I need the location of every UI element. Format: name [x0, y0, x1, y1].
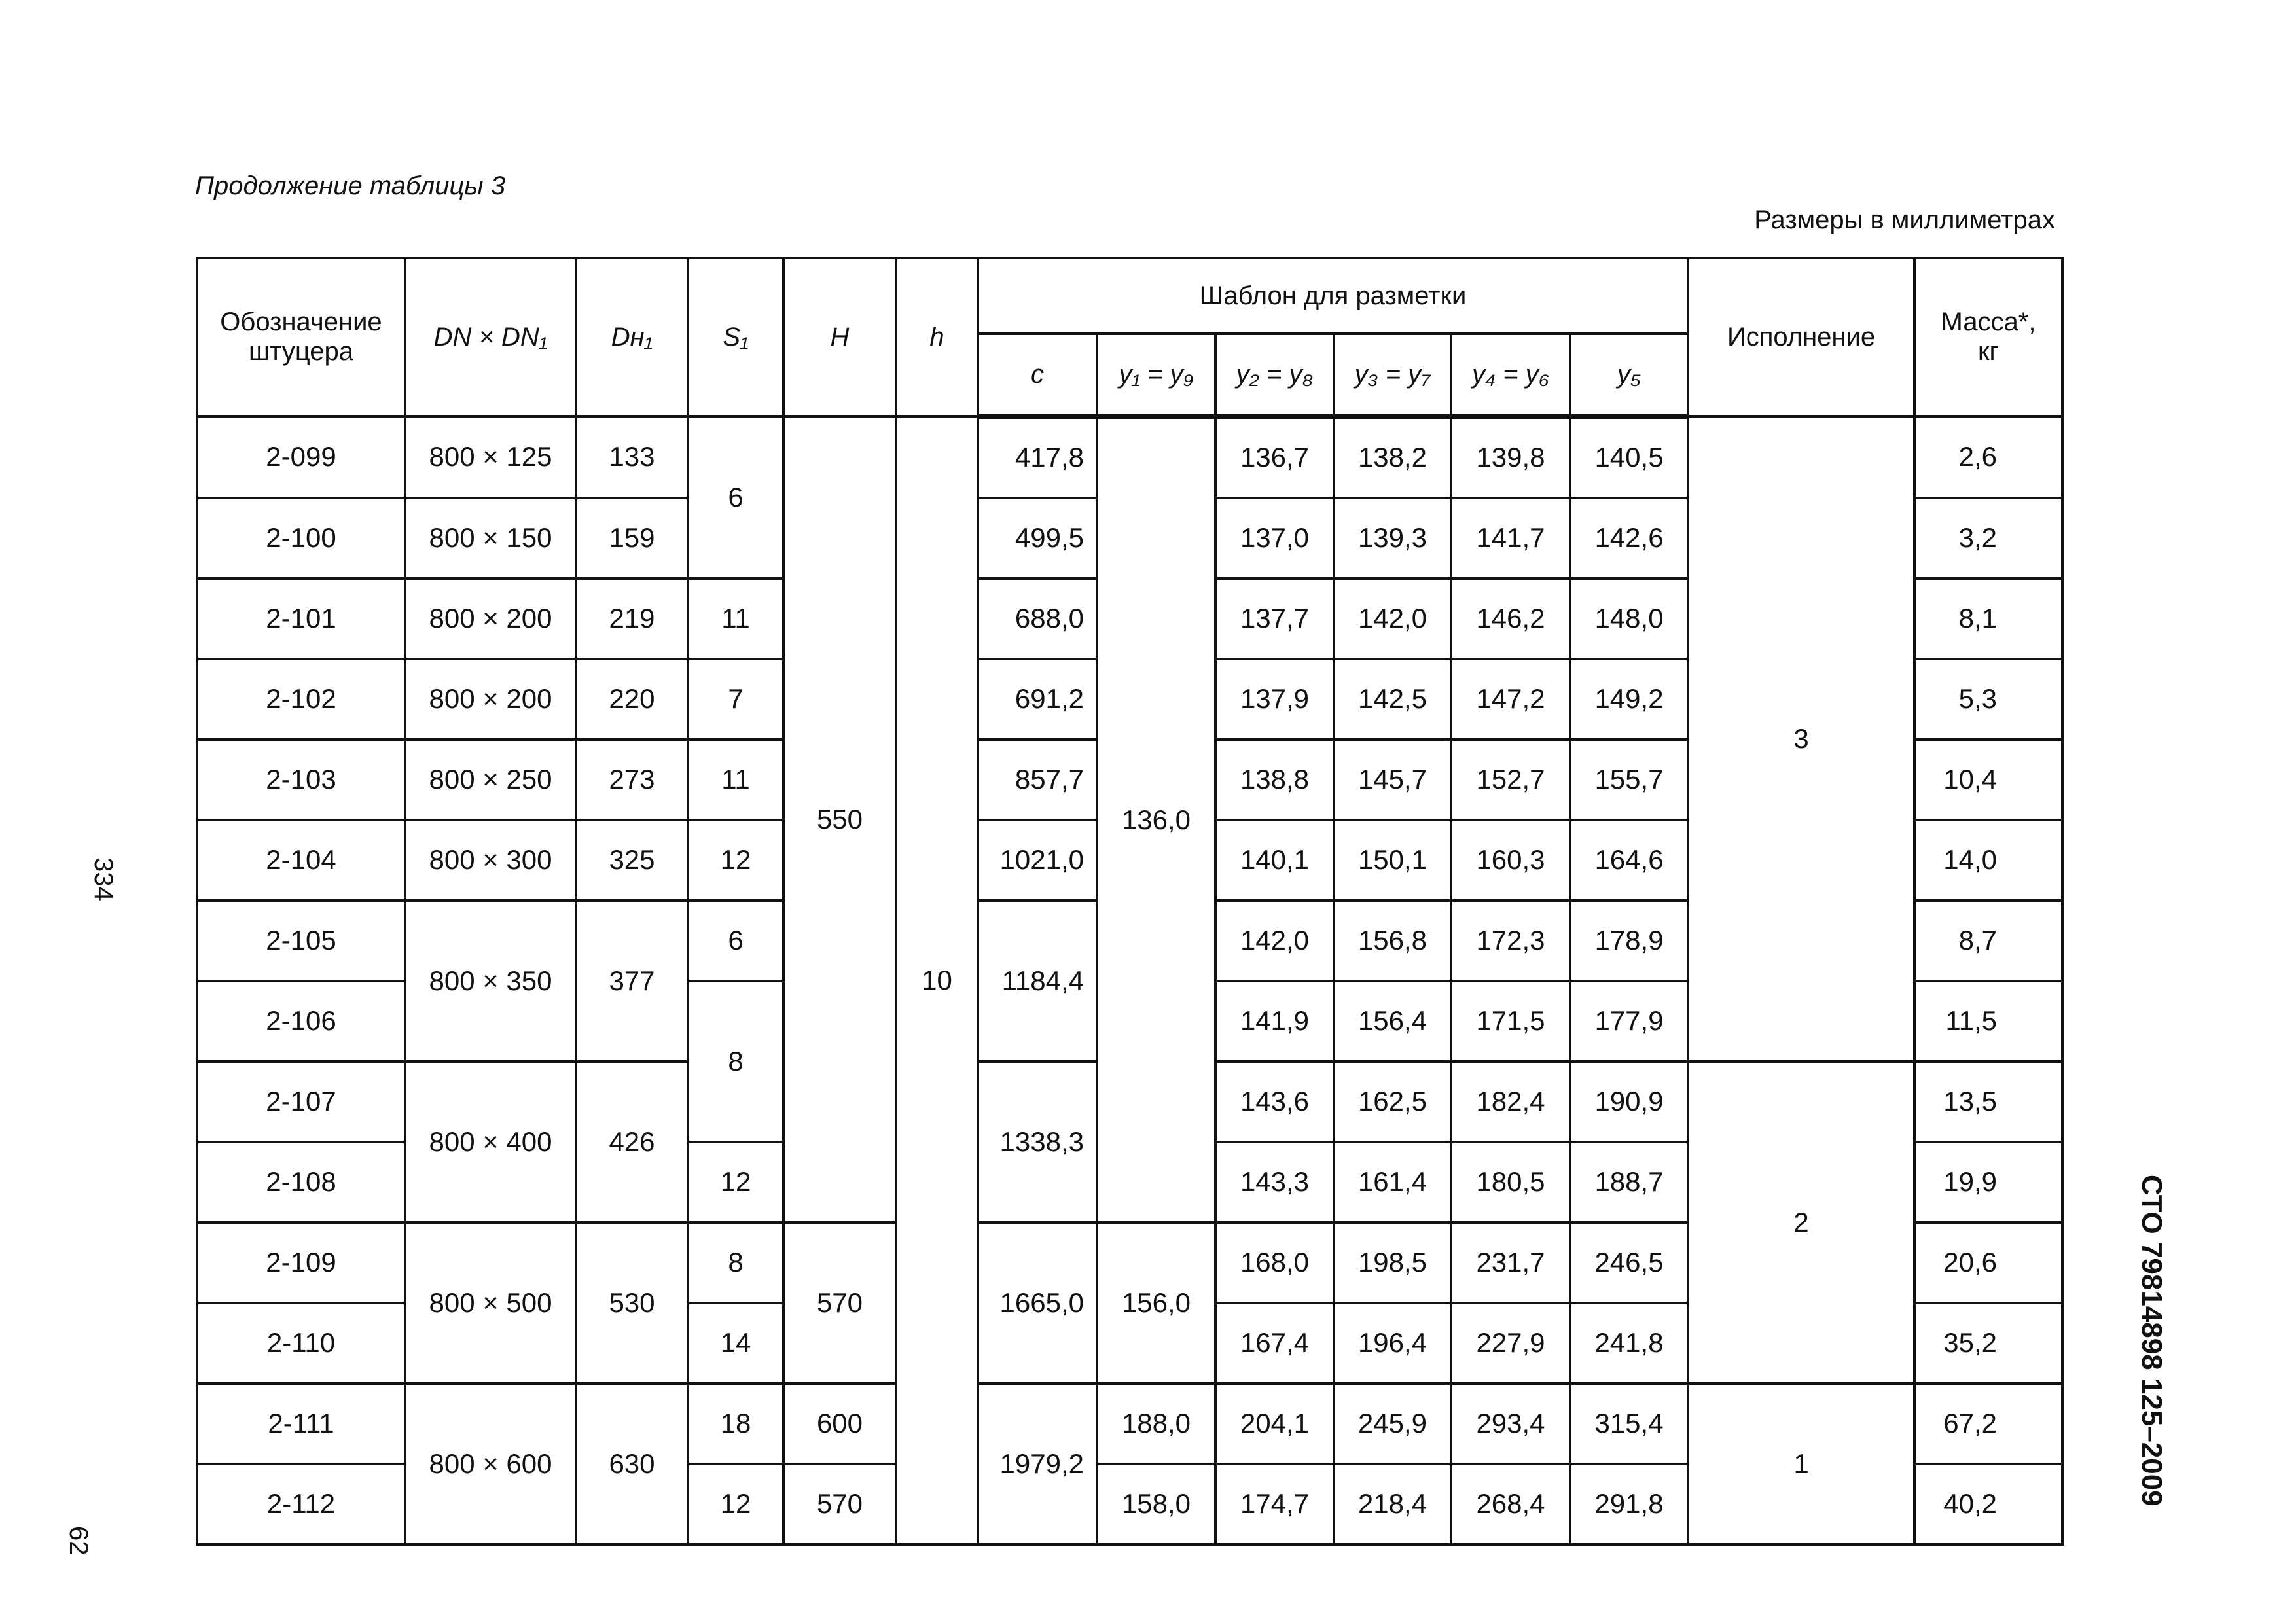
cell-y2y8: 142,0: [1215, 901, 1334, 981]
cell-y4y6: 152,7: [1451, 740, 1570, 820]
cell-c: 499,5: [978, 498, 1097, 579]
document-code: СТО 79814898 125–2009: [2136, 1175, 2168, 1507]
cell-s1: 11: [688, 579, 783, 659]
cell-mass: 19,9: [1914, 1142, 2062, 1222]
cell-y5: 142,6: [1570, 498, 1688, 579]
cell-y4y6: 227,9: [1451, 1303, 1570, 1383]
cell-designation: 2-107: [197, 1061, 405, 1142]
cell-s1: 8: [688, 1222, 783, 1303]
cell-mass: 10,4: [1914, 740, 2062, 820]
cell-y4y6: 172,3: [1451, 901, 1570, 981]
cell-y5: 164,6: [1570, 820, 1688, 901]
cell-y4y6: 141,7: [1451, 498, 1570, 579]
cell-mass: 5,3: [1914, 659, 2062, 740]
cell-y3y7: 138,2: [1334, 416, 1451, 498]
cell-y1y9: 158,0: [1097, 1464, 1215, 1544]
cell-dh: 220: [576, 659, 688, 740]
cell-y2y8: 143,6: [1215, 1061, 1334, 1142]
cell-mass: 8,7: [1914, 901, 2062, 981]
cell-y2y8: 140,1: [1215, 820, 1334, 901]
page-number-bottom: 62: [64, 1526, 93, 1556]
cell-y3y7: 156,4: [1334, 981, 1451, 1061]
cell-y1y9: 188,0: [1097, 1383, 1215, 1464]
cell-y3y7: 218,4: [1334, 1464, 1451, 1544]
header-c: c: [978, 334, 1097, 416]
header-dn: DN × DN₁: [405, 258, 576, 416]
cell-y3y7: 198,5: [1334, 1222, 1451, 1303]
cell-designation: 2-102: [197, 659, 405, 740]
page-number-left: 334: [89, 857, 118, 901]
header-y4y6: y₄ = y₆: [1451, 334, 1570, 416]
cell-h: 10: [896, 416, 978, 1544]
cell-dh: 273: [576, 740, 688, 820]
cell-dh: 219: [576, 579, 688, 659]
cell-y4y6: 147,2: [1451, 659, 1570, 740]
header-designation: Обозначение штуцера: [197, 258, 405, 416]
cell-y4y6: 182,4: [1451, 1061, 1570, 1142]
cell-c: 1665,0: [978, 1222, 1097, 1383]
cell-y5: 190,9: [1570, 1061, 1688, 1142]
cell-c: 688,0: [978, 579, 1097, 659]
header-h: h: [896, 258, 978, 416]
cell-y5: 177,9: [1570, 981, 1688, 1061]
cell-H: 570: [783, 1222, 896, 1383]
cell-y3y7: 245,9: [1334, 1383, 1451, 1464]
header-y1y9: y₁ = y₉: [1097, 334, 1215, 416]
cell-s1: 12: [688, 1142, 783, 1222]
cell-dh: 530: [576, 1222, 688, 1383]
cell-y2y8: 136,7: [1215, 416, 1334, 498]
cell-y5: 315,4: [1570, 1383, 1688, 1464]
cell-H: 570: [783, 1464, 896, 1544]
cell-y2y8: 137,0: [1215, 498, 1334, 579]
cell-s1: 8: [688, 981, 783, 1142]
cell-y3y7: 145,7: [1334, 740, 1451, 820]
cell-version: 2: [1688, 1061, 1914, 1383]
cell-H: 600: [783, 1383, 896, 1464]
cell-dh: 133: [576, 416, 688, 498]
cell-c: 1184,4: [978, 901, 1097, 1061]
cell-dn: 800 × 400: [405, 1061, 576, 1222]
cell-s1: 11: [688, 740, 783, 820]
cell-dn: 800 × 300: [405, 820, 576, 901]
header-mass: Масса*, кг: [1914, 258, 2062, 416]
header-template-group: Шаблон для разметки: [978, 258, 1688, 334]
cell-y2y8: 168,0: [1215, 1222, 1334, 1303]
table-row: [197, 416, 2062, 498]
cell-mass: 3,2: [1914, 498, 2062, 579]
cell-s1: 14: [688, 1303, 783, 1383]
cell-dn: 800 × 350: [405, 901, 576, 1061]
cell-y5: 149,2: [1570, 659, 1688, 740]
fittings-table: [196, 257, 2064, 1546]
cell-designation: 2-099: [197, 416, 405, 498]
cell-dh: 159: [576, 498, 688, 579]
cell-dh: 325: [576, 820, 688, 901]
cell-dn: 800 × 500: [405, 1222, 576, 1383]
cell-y3y7: 196,4: [1334, 1303, 1451, 1383]
cell-y1y9: 156,0: [1097, 1222, 1215, 1383]
cell-version: 3: [1688, 416, 1914, 1061]
table-row: [197, 1383, 2062, 1464]
cell-designation: 2-104: [197, 820, 405, 901]
cell-mass: 40,2: [1914, 1464, 2062, 1544]
cell-mass: 8,1: [1914, 579, 2062, 659]
cell-mass: 14,0: [1914, 820, 2062, 901]
cell-c: 1338,3: [978, 1061, 1097, 1222]
cell-c: 857,7: [978, 740, 1097, 820]
cell-y3y7: 162,5: [1334, 1061, 1451, 1142]
cell-y2y8: 141,9: [1215, 981, 1334, 1061]
cell-y3y7: 142,0: [1334, 579, 1451, 659]
cell-s1: 18: [688, 1383, 783, 1464]
header-y3y7: y₃ = y₇: [1334, 334, 1451, 416]
cell-dn: 800 × 125: [405, 416, 576, 498]
cell-mass: 13,5: [1914, 1061, 2062, 1142]
cell-s1: 7: [688, 659, 783, 740]
header-version: Исполнение: [1688, 258, 1914, 416]
cell-H: 550: [783, 416, 896, 1222]
cell-designation: 2-101: [197, 579, 405, 659]
cell-designation: 2-100: [197, 498, 405, 579]
cell-y5: 246,5: [1570, 1222, 1688, 1303]
cell-s1: 6: [688, 901, 783, 981]
cell-dn: 800 × 150: [405, 498, 576, 579]
cell-y5: 241,8: [1570, 1303, 1688, 1383]
header-dh: Dн₁: [576, 258, 688, 416]
cell-y2y8: 137,7: [1215, 579, 1334, 659]
cell-dh: 426: [576, 1061, 688, 1222]
cell-y3y7: 161,4: [1334, 1142, 1451, 1222]
cell-c: 1021,0: [978, 820, 1097, 901]
cell-y2y8: 138,8: [1215, 740, 1334, 820]
cell-s1: 6: [688, 416, 783, 579]
cell-designation: 2-112: [197, 1464, 405, 1544]
cell-y2y8: 167,4: [1215, 1303, 1334, 1383]
cell-mass: 2,6: [1914, 416, 2062, 498]
cell-s1: 12: [688, 1464, 783, 1544]
cell-y4y6: 160,3: [1451, 820, 1570, 901]
cell-y2y8: 137,9: [1215, 659, 1334, 740]
cell-y3y7: 142,5: [1334, 659, 1451, 740]
header-y2y8: y₂ = y₈: [1215, 334, 1334, 416]
cell-c: 1979,2: [978, 1383, 1097, 1544]
cell-y4y6: 180,5: [1451, 1142, 1570, 1222]
cell-designation: 2-111: [197, 1383, 405, 1464]
cell-y3y7: 139,3: [1334, 498, 1451, 579]
cell-dn: 800 × 200: [405, 659, 576, 740]
cell-designation: 2-103: [197, 740, 405, 820]
cell-y3y7: 150,1: [1334, 820, 1451, 901]
cell-dn: 800 × 250: [405, 740, 576, 820]
cell-dh: 377: [576, 901, 688, 1061]
cell-designation: 2-110: [197, 1303, 405, 1383]
cell-mass: 20,6: [1914, 1222, 2062, 1303]
cell-designation: 2-109: [197, 1222, 405, 1303]
table-caption: Продолжение таблицы 3: [195, 171, 506, 200]
cell-y5: 140,5: [1570, 416, 1688, 498]
cell-y2y8: 204,1: [1215, 1383, 1334, 1464]
cell-y4y6: 139,8: [1451, 416, 1570, 498]
cell-y5: 291,8: [1570, 1464, 1688, 1544]
cell-y2y8: 174,7: [1215, 1464, 1334, 1544]
cell-c: 417,8: [978, 416, 1097, 498]
cell-designation: 2-105: [197, 901, 405, 981]
header-H: H: [783, 258, 896, 416]
cell-c: 691,2: [978, 659, 1097, 740]
cell-y4y6: 231,7: [1451, 1222, 1570, 1303]
cell-y5: 188,7: [1570, 1142, 1688, 1222]
cell-y1y9: 136,0: [1097, 416, 1215, 1222]
cell-designation: 2-108: [197, 1142, 405, 1222]
cell-version: 1: [1688, 1383, 1914, 1544]
cell-y4y6: 293,4: [1451, 1383, 1570, 1464]
cell-dn: 800 × 200: [405, 579, 576, 659]
cell-dh: 630: [576, 1383, 688, 1544]
cell-y4y6: 171,5: [1451, 981, 1570, 1061]
cell-y2y8: 143,3: [1215, 1142, 1334, 1222]
header-s1: S₁: [688, 258, 783, 416]
cell-y5: 178,9: [1570, 901, 1688, 981]
cell-y4y6: 146,2: [1451, 579, 1570, 659]
cell-mass: 11,5: [1914, 981, 2062, 1061]
cell-s1: 12: [688, 820, 783, 901]
cell-y5: 148,0: [1570, 579, 1688, 659]
header-y5: y₅: [1570, 334, 1688, 416]
cell-y4y6: 268,4: [1451, 1464, 1570, 1544]
cell-y5: 155,7: [1570, 740, 1688, 820]
cell-y3y7: 156,8: [1334, 901, 1451, 981]
cell-dn: 800 × 600: [405, 1383, 576, 1544]
units-note: Размеры в миллиметрах: [1754, 205, 2055, 234]
cell-mass: 35,2: [1914, 1303, 2062, 1383]
cell-designation: 2-106: [197, 981, 405, 1061]
cell-mass: 67,2: [1914, 1383, 2062, 1464]
